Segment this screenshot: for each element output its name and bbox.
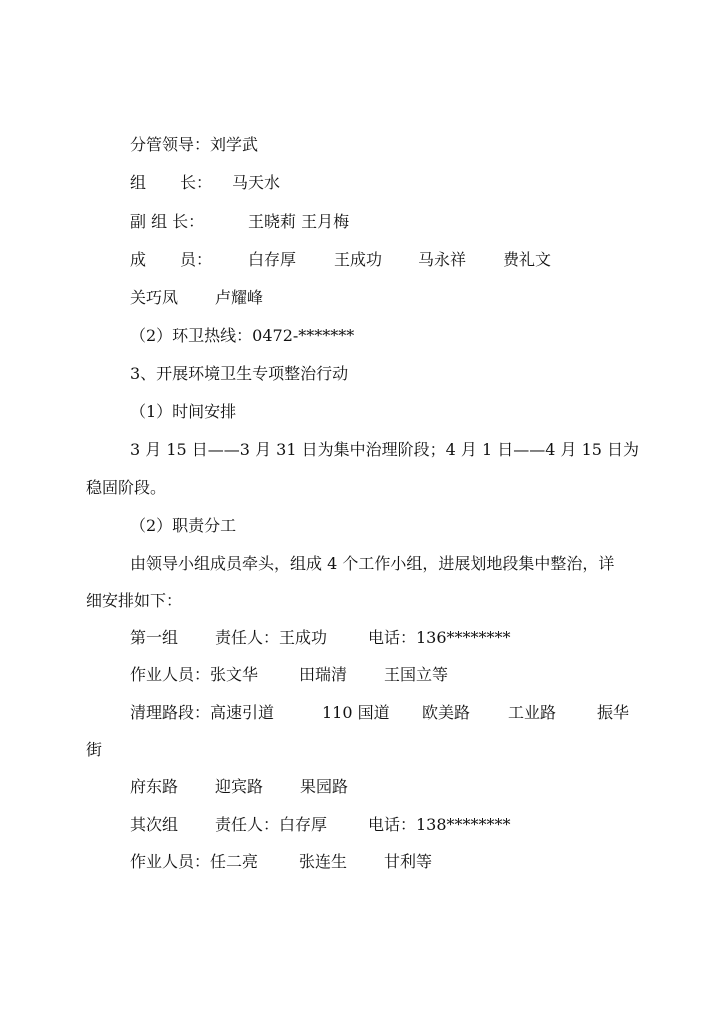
road-name: 府东路 <box>130 777 179 796</box>
group-one-label: 第一组 <box>130 628 179 647</box>
group-one-responsible: 责任人：王成功 <box>215 628 328 647</box>
member-name: 关巧凤 <box>130 288 179 307</box>
worker-name: 甘利等 <box>384 852 433 871</box>
road-name: 欧美路 <box>422 703 471 722</box>
road-name: 迎宾路 <box>215 777 264 796</box>
member-name: 马永祥 <box>418 250 467 269</box>
group-two-phone: 电话：138******** <box>368 815 511 834</box>
group-two-label: 其次组 <box>130 815 179 834</box>
members-label-1: 成 <box>130 250 147 269</box>
road-name-continued: 街 <box>86 740 103 759</box>
group-two-workers-line <box>0 852 433 952</box>
worker-name: 王国立等 <box>384 665 449 684</box>
road-name: 振华 <box>597 703 630 722</box>
member-name: 费礼文 <box>503 250 552 269</box>
workers-label: 作业人员：任二亮 <box>130 852 259 871</box>
member-name: 王成功 <box>334 250 383 269</box>
group-two-responsible: 责任人：白存厚 <box>215 815 328 834</box>
workers-label: 作业人员：张文华 <box>130 665 259 684</box>
road-name: 110 国道 <box>322 703 390 722</box>
schedule-text-continued: 稳固阶段。 <box>86 478 167 497</box>
subheading-schedule-text: （1）时间安排 <box>130 402 237 421</box>
deputy-leader-label: 副 组 长： <box>130 212 205 231</box>
road-name: 果园路 <box>300 777 349 796</box>
leader-label: 分管领导： <box>130 135 211 154</box>
group-leader-label-1: 组 <box>130 173 147 192</box>
road-name: 工业路 <box>508 703 557 722</box>
deputy-leader-names: 王晓莉 王月梅 <box>248 212 350 231</box>
group-one-phone: 电话：136******** <box>368 628 511 647</box>
section-heading-text: 3、开展环境卫生专项整治行动 <box>130 364 349 383</box>
roads-label: 清理路段：高速引道 <box>130 703 275 722</box>
group-leader-name: 马天水 <box>232 173 281 192</box>
group-leader-label-2: 长： <box>180 173 213 192</box>
worker-name: 张连生 <box>299 852 348 871</box>
schedule-text: 3 月 15 日——3 月 31 日为集中治理阶段；4 月 1 日——4 月 15 日为 <box>130 440 640 459</box>
worker-name: 田瑞清 <box>299 665 348 684</box>
members-label-2: 员： <box>180 250 213 269</box>
leader-name: 刘学武 <box>210 135 259 154</box>
duties-text-continued: 细安排如下： <box>86 591 183 610</box>
sanitation-hotline: （2）环卫热线：0472-******* <box>130 326 355 345</box>
member-name: 白存厚 <box>248 250 297 269</box>
subheading-duties-text: （2）职责分工 <box>130 516 237 535</box>
duties-text: 由领导小组成员牵头，组成 4 个工作小组，进展划地段集中整治，详 <box>130 554 615 573</box>
member-name: 卢耀峰 <box>215 288 264 307</box>
